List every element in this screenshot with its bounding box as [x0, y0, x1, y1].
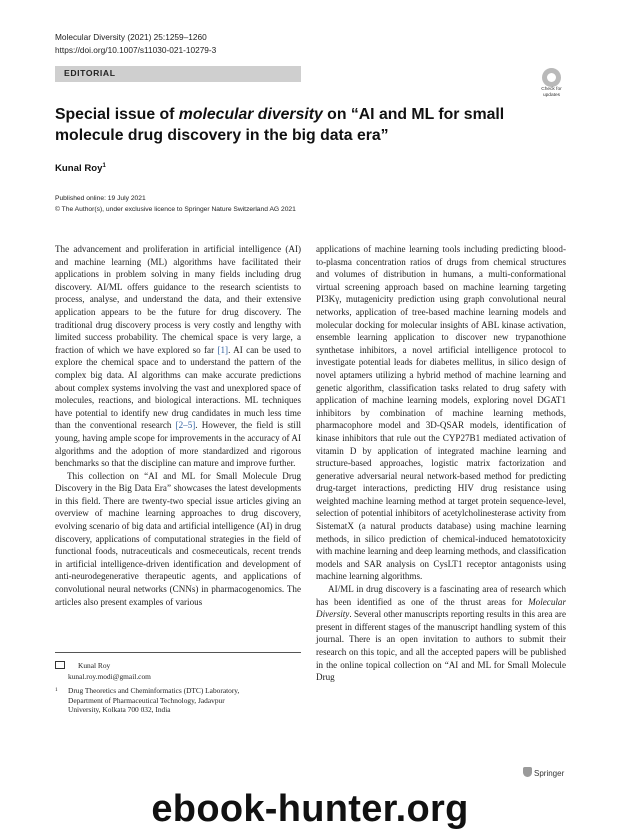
- citation-link[interactable]: [1]: [217, 344, 229, 355]
- paragraph: [316, 583, 566, 684]
- journal-header: [55, 31, 216, 57]
- affiliation-number: 1: [55, 687, 58, 693]
- article-title: [55, 104, 575, 146]
- affiliation-line: Drug Theoretics and Cheminformatics (DTC) Laboratory,: [68, 686, 240, 695]
- author-name[interactable]: Kunal Roy: [55, 163, 103, 175]
- copyright-line: © The Author(s), under exclusive licence to Springer Nature Switzerland AG 2021: [55, 205, 296, 213]
- envelope-icon: [55, 661, 65, 669]
- published-date: Published online: 19 July 2021: [55, 195, 146, 202]
- corresponding-author: [55, 660, 151, 682]
- affiliation: [55, 686, 301, 715]
- footnote-divider: [55, 652, 301, 653]
- article-type-label: EDITORIAL: [64, 68, 116, 78]
- title-part1: Special issue of: [55, 106, 179, 123]
- paragraph-text: . However, the field is still young, having ample scope for improvements in the accuracy of AI algorithms and the adoption of more standardized and rigorous benchmarks so that the discipline can mature and improve further.: [55, 420, 301, 469]
- affiliation-line: University, Kolkata 700 032, India: [68, 705, 171, 714]
- springer-horse-icon: [523, 767, 532, 777]
- doi-link[interactable]: https://doi.org/10.1007/s11030-021-10279-3: [55, 45, 217, 55]
- check-updates-line1: Check for: [541, 87, 562, 92]
- journal-citation: Molecular Diversity (2021) 25:1259–1260: [55, 32, 207, 42]
- paragraph-text: The advancement and proliferation in artificial intelligence (AI) and machine learning (ML) algorithms have facilitated their applications in problem solving in many fields including drug discovery. AI/ML offers guidance to the research scientists to process, analyse, and understand the data, and their extensive application appears to be the future for drug discovery. The traditional drug discovery process is very costly and lengthy with limited success probability. The chemical space is very large, a fraction of which we have explored so far: [55, 244, 301, 355]
- body-column-left: [55, 243, 301, 608]
- title-part2: on “AI and ML for small molecule drug discovery in the big data era”: [55, 106, 505, 144]
- body-column-right: [316, 243, 566, 684]
- citation-link[interactable]: [2–5]: [175, 420, 196, 431]
- check-for-updates-badge[interactable]: [537, 68, 566, 98]
- corresponding-name: Kunal Roy: [78, 661, 111, 670]
- paragraph: [55, 243, 301, 470]
- publication-info: [55, 194, 296, 215]
- paragraph-text: . Several other manuscripts reporting results in this area are present in different stages of the manuscript handling system of this journal. There is an open invitation to authors to submit their research on this topic, and all the accepted papers will be published in the online topical collection on “AI and ML for Small Molecule Drug: [316, 609, 566, 683]
- check-updates-icon: [542, 68, 561, 87]
- affiliation-line: Department of Pharmaceutical Technology, Jadavpur: [68, 695, 225, 705]
- corresponding-email[interactable]: kunal.roy.modi@gmail.com: [68, 672, 151, 681]
- paragraph-text: . AI can be used to explore the chemical space and to understand the pattern of the complex big data. AI algorithms can make accurate predictions about complex systems involving the vast and unexplored space of molecules, reactions, and biological interactions. ML techniques have potential to identify new drug candidates in much less time than the conventional research: [55, 344, 301, 431]
- publisher-logo: [523, 767, 564, 778]
- journal-name-italic: Molecular Diversity: [316, 596, 566, 620]
- check-updates-line2: updates: [542, 92, 561, 98]
- publisher-name: Springer: [534, 769, 565, 778]
- paragraph: This collection on “AI and ML for Small Molecule Drug Discovery in the Big Data Era” showcases the latest developments in this field. There are twenty-two special issue articles giving an overview of machine learning approaches to drug discovery, evolving scenario of big data and artificial intelligence (AI) in drug discovery, applications of computational strategies in the field of functional foods, nutraceuticals and cosmeceuticals, recent trends in artificial intelligence-driven identification and development of anti-neurodegenerative therapeutic agents, and applications of convolutional neural networks (CNNs) in pharmacogenomics. The articles also present examples of various: [55, 470, 301, 607]
- author-line: [55, 163, 106, 174]
- title-italic: molecular diversity: [178, 106, 323, 123]
- author-affil-sup: 1: [102, 163, 106, 169]
- paragraph-text: AI/ML in drug discovery is a fascinating area of research which has been identified as one of the thrust areas for: [316, 584, 566, 607]
- paragraph: applications of machine learning tools including predicting blood-to-plasma concentration ratios of drugs from chemical structures and volumes of distribution in humans, a multi-conformational virtual screening approach based on machine learning targeting PI3Kγ, mutagenicity prediction using graph convolutional neural networks, application of tree-based machine learning models and molecular docking for molecular insights of ABL kinase activation, ensemble learning application to discover new trypanothione synthetase inhibitors, a novel artificial intelligence protocol to investigate potential leads for diabetes mellitus, in silico design of novel aptamers utilizing a hybrid method of machine learning and genetic algorithm, classification tasks related to drug safety with application of machine learning models, exploring novel DGAT1 inhibitors by combination of machine learning methods, pharmacophore model and 3D-QSAR models, identification of kinase inhibitors that rule out the CYP27B1 mediated activation of vitamin D by application of integrated machine learning and structure-based approaches, logistic matrix factorization and generative adversarial neural network-based method for predicting drug-target interactions, predicting HIV drug resistance using weighted machine learning method at target protein sequence-level, selection of potential inhibitors of acetylcholinesterase activity from SistematX (a natural products database) using machine learning methods, in silico prediction of chemical-induced hematotoxicity with machine learning and deep learning methods, and classification models and SAR analysis on CysLT1 receptor antagonists using machine learning algorithms.: [316, 244, 566, 582]
- watermark: ebook-hunter.org: [151, 788, 469, 830]
